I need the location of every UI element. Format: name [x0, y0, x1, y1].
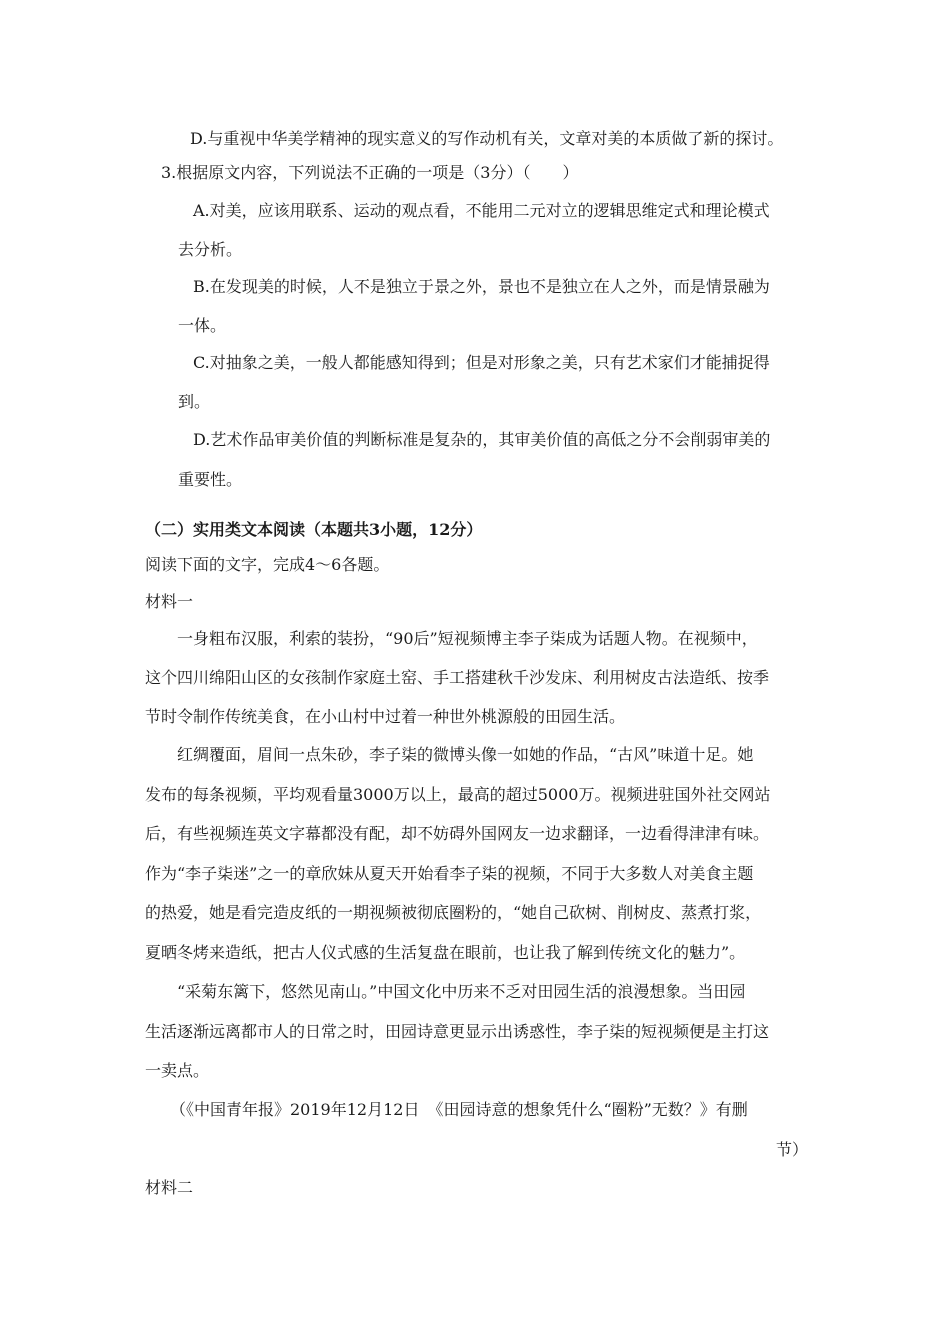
material-1-paragraph-2-line-6: 夏晒冬烤来造纸，把古人仪式感的生活复盘在眼前，也让我了解到传统文化的魅力”。 — [145, 943, 746, 962]
material-1-paragraph-2-line-1: 红绸覆面，眉间一点朱砂，李子柒的微博头像一如她的作品，“古风”味道十足。她 — [177, 745, 754, 764]
q2-option-d: D.与重视中华美学精神的现实意义的写作动机有关，文章对美的本质做了新的探讨。 — [190, 129, 784, 148]
q3-option-b-line1: B.在发现美的时候，人不是独立于景之外，景也不是独立在人之外，而是情景融为 — [193, 277, 770, 296]
q3-option-c-line2: 到。 — [178, 392, 211, 411]
q3-option-c-line1: C.对抽象之美，一般人都能感知得到；但是对形象之美，只有艺术家们才能捕捉得 — [193, 353, 770, 372]
material-1-paragraph-1-line-3: 节时令制作传统美食，在小山村中过着一种世外桃源般的田园生活。 — [145, 707, 626, 726]
material-1-paragraph-1-line-2: 这个四川绵阳山区的女孩制作家庭土窑、手工搭建秋千沙发床、利用树皮古法造纸、按季 — [145, 668, 770, 687]
material-2-label: 材料二 — [145, 1178, 194, 1197]
question-3-stem: 3.根据原文内容，下列说法不正确的一项是（3分）（ ） — [161, 163, 579, 182]
material-1-paragraph-3-line-2: 生活逐渐远离都市人的日常之时，田园诗意更显示出诱惑性，李子柒的短视频便是主打这 — [145, 1022, 770, 1041]
material-1-paragraph-2-line-4: 作为“李子柒迷”之一的章欣妹从夏天开始看李子柒的视频，不同于大多数人对美食主题 — [145, 864, 754, 883]
material-1-paragraph-2-line-2: 发布的每条视频，平均观看量3000万以上，最高的超过5000万。视频进驻国外社交网站 — [145, 785, 771, 804]
q3-option-a-line2: 去分析。 — [178, 240, 243, 259]
section-instruction: 阅读下面的文字，完成4～6各题。 — [145, 555, 390, 574]
q3-option-d-line2: 重要性。 — [178, 470, 243, 489]
material-1-paragraph-3-line-3: 一卖点。 — [145, 1061, 210, 1080]
q3-option-a-line1: A.对美，应该用联系、运动的观点看，不能用二元对立的逻辑思维定式和理论模式 — [193, 201, 770, 220]
material-1-label: 材料一 — [145, 592, 194, 611]
q3-option-d-line1: D.艺术作品审美价值的判断标准是复杂的，其审美价值的高低之分不会削弱审美的 — [193, 430, 771, 449]
section-heading: （二）实用类文本阅读（本题共3小题，12分） — [145, 520, 483, 539]
material-1-paragraph-2-line-5: 的热爱，她是看完造皮纸的一期视频被彻底圈粉的，“她自己砍树、削树皮、蒸煮打浆， — [145, 903, 762, 922]
material-1-paragraph-2-line-3: 后，有些视频连英文字幕都没有配，却不妨碍外国网友一边求翻译，一边看得津津有味。 — [145, 824, 770, 843]
q3-option-b-line2: 一体。 — [178, 316, 227, 335]
material-1-source-line-1: （《中国青年报》2019年12月12日 《田园诗意的想象凭什么“圈粉”无数？》有删 — [170, 1100, 748, 1119]
material-1-paragraph-1-line-1: 一身粗布汉服，利索的装扮，“90后”短视频博主李子柒成为话题人物。在视频中， — [177, 629, 758, 648]
material-1-source-line-2: 节） — [775, 1140, 808, 1159]
material-1-paragraph-3-line-1: “采菊东篱下，悠然见南山。”中国文化中历来不乏对田园生活的浪漫想象。当田园 — [177, 982, 746, 1001]
